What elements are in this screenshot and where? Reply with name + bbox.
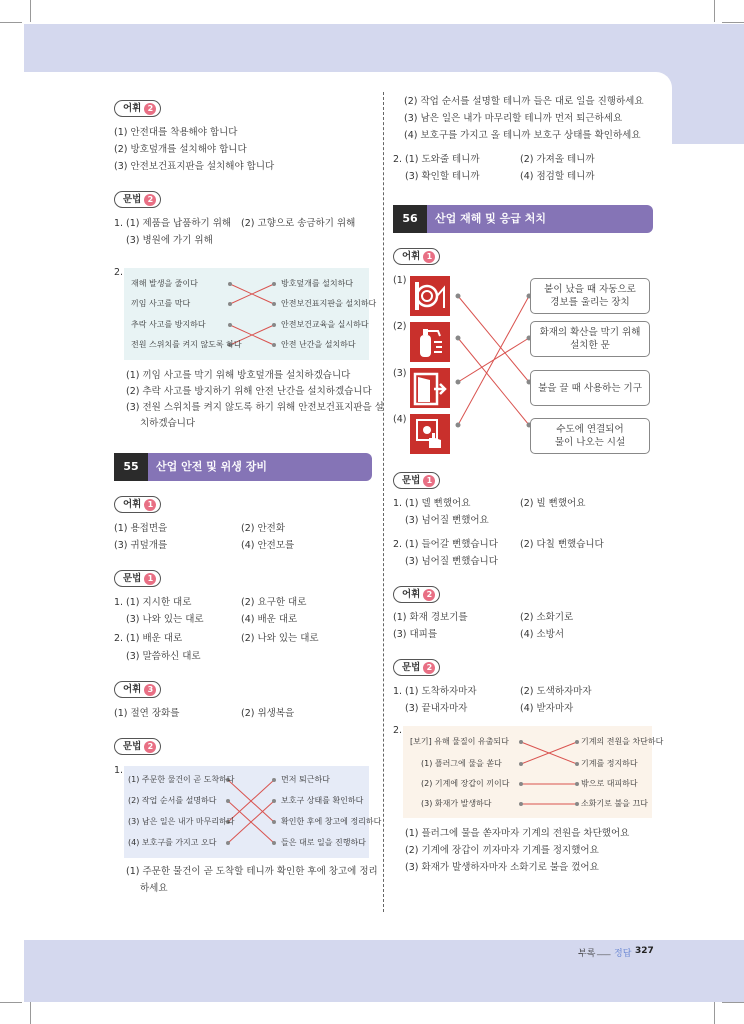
matching-box — [124, 766, 382, 858]
answer-item: (3) 말씀하신 대로 — [126, 651, 201, 662]
answer-line: (3) 전원 스위치를 켜지 않도록 하기 위해 안전보건표지판을 설 — [126, 402, 384, 413]
matching-box — [403, 726, 664, 818]
question-number: 2. — [393, 154, 403, 165]
question-number: 1. — [114, 218, 124, 229]
sign-label: (4) — [393, 414, 407, 425]
sign-label: (3) — [393, 368, 407, 379]
answer-item: (4) 배운 대로 — [241, 614, 298, 625]
question-number: 2. — [114, 267, 124, 278]
answer-line: (2) 작업 순서를 설명할 테니까 들은 대로 일을 진행하세요 — [404, 96, 644, 107]
match-right-item: 확인한 후에 창고에 정리하다 — [281, 817, 382, 826]
match-right-item: 먼저 퇴근하다 — [281, 775, 330, 784]
answer-line: (2) 기계에 장갑이 끼자마자 기계를 정지했어요 — [405, 845, 599, 856]
answer-item: (2) 빌 뻔했어요 — [520, 498, 586, 509]
vocab-tag: 어휘 3 — [114, 681, 161, 698]
answer-item: (1) 도착하자마자 — [405, 686, 477, 697]
definition-box: 수도에 연결되어 물이 나오는 시설 — [530, 418, 650, 454]
match-left-item: 전원 스위치를 켜지 않도록 하다 — [131, 340, 242, 349]
match-left-item: (3) 남은 일은 내가 마무리하다 — [128, 817, 235, 826]
answer-item: (2) 도색하자마자 — [520, 686, 592, 697]
definition-box: 화재의 확산을 막기 위해 설치한 문 — [530, 321, 650, 357]
answer-item: (2) 안전화 — [241, 523, 286, 534]
answer-line: (3) 안전보건표지판을 설치해야 합니다 — [114, 161, 275, 172]
match-left-item: (2) 작업 순서를 설명하다 — [128, 796, 217, 805]
column-divider — [383, 92, 384, 912]
matching-box — [124, 268, 377, 360]
match-left-item: 추락 사고를 방지하다 — [131, 320, 206, 329]
grammar-tag: 문법 1 — [114, 570, 161, 587]
crop-mark — [714, 1002, 715, 1024]
answer-item: (3) 대피를 — [393, 629, 438, 640]
vocab-tag: 어휘 1 — [393, 248, 440, 265]
section-number: 55 — [114, 453, 148, 481]
answer-line: (1) 안전대를 착용해야 합니다 — [114, 127, 238, 138]
vocab-tag: 어휘 2 — [114, 100, 161, 117]
footer-label: 정답 — [614, 949, 632, 959]
question-number: 2. — [393, 539, 403, 550]
answer-line: (3) 남은 일은 내가 마무리할 테니까 먼저 퇴근하세요 — [404, 113, 623, 124]
question-number: 1. — [114, 765, 124, 776]
crop-mark — [714, 0, 715, 22]
grammar-tag: 문법 2 — [114, 738, 161, 755]
answer-item: (1) 화재 경보기를 — [393, 612, 468, 623]
answer-item: (1) 배운 대로 — [126, 633, 183, 644]
question-number: 2. — [393, 725, 403, 736]
answer-item: (1) 용접면을 — [114, 523, 168, 534]
section-title: 산업 재해 및 응급 처치 — [435, 212, 546, 225]
fire-alarm-button-icon — [410, 414, 450, 454]
answer-item: (3) 귀덮개를 — [114, 540, 168, 551]
crop-mark — [0, 1002, 22, 1003]
match-left-item: (1) 플러그에 물을 쏟다 — [421, 759, 502, 768]
question-number: 1. — [393, 498, 403, 509]
vocab-tag: 어휘 2 — [393, 586, 440, 603]
match-right-item: 소화기로 불을 끄다 — [581, 799, 648, 808]
match-left-item: (1) 주문한 물건이 곧 도착하다 — [128, 775, 235, 784]
footer-prefix: 부록 — [578, 949, 596, 959]
match-left-item: 재해 발생을 줄이다 — [131, 279, 198, 288]
answer-item: (1) 도와줄 테니까 — [405, 154, 480, 165]
definition-box: 붙이 났을 때 자동으로 경보를 울리는 장치 — [530, 278, 650, 314]
answer-item: (2) 다칠 뻔했습니다 — [520, 539, 604, 550]
answer-item: (3) 확인할 테니까 — [405, 171, 480, 182]
match-right-item: 들은 대로 일을 진행하다 — [281, 838, 366, 847]
crop-mark — [30, 0, 31, 22]
fire-hose-reel-icon — [410, 276, 450, 316]
match-right-item: 보호구 상태를 확인하다 — [281, 796, 364, 805]
crop-mark — [30, 1002, 31, 1024]
answer-item: (4) 받자마자 — [520, 703, 574, 714]
match-right-item: 밖으로 대피하다 — [581, 779, 638, 788]
crop-mark — [0, 22, 22, 23]
match-right-item: 안전보건교육을 실시하다 — [281, 320, 369, 329]
page-number: 327 — [635, 946, 654, 956]
answer-item: (1) 델 뻔했어요 — [405, 498, 471, 509]
match-right-item: 안전 난간을 설치하다 — [281, 340, 356, 349]
answer-item: (2) 요구한 대로 — [241, 597, 307, 608]
answer-line: (1) 주문한 물건이 곧 도착할 테니까 확인한 후에 창고에 정리 — [126, 866, 378, 877]
footer-blank: ___ — [597, 946, 611, 956]
grammar-tag: 문법 1 — [393, 472, 440, 489]
answer-item: (3) 넘어질 뻔했습니다 — [405, 556, 498, 567]
sign-label: (1) — [393, 275, 407, 286]
answer-line: (1) 끼임 사고를 막기 위해 방호덮개를 설치하겠습니다 — [126, 370, 351, 381]
match-right-item: 기계의 전원을 차단하다 — [581, 737, 664, 746]
section-header-55 — [114, 453, 372, 481]
match-left-item: (2) 기계에 장갑이 끼이다 — [421, 779, 510, 788]
section-number: 56 — [393, 205, 427, 233]
grammar-tag: 문법 2 — [393, 659, 440, 676]
answer-item: (1) 제품을 납품하기 위해 — [126, 218, 232, 229]
answer-line: (1) 플러그에 물을 쏟자마자 기계의 전원을 차단했어요 — [405, 828, 630, 839]
sign-label: (2) — [393, 321, 407, 332]
answer-line: (2) 방호덮개를 설치해야 합니다 — [114, 144, 247, 155]
match-right-item: 안전보건표지판을 설치하다 — [281, 299, 377, 308]
match-left-item: [보기] 유해 물질이 유출되다 — [410, 737, 509, 746]
answer-item: (3) 나와 있는 대로 — [126, 614, 204, 625]
fire-extinguisher-icon — [410, 322, 450, 362]
answer-line: (2) 추락 사고를 방지하기 위해 안전 난간을 설치하겠습니다 — [126, 386, 372, 397]
answer-item: (1) 절연 장화를 — [114, 708, 180, 719]
answer-line: 치하겠습니다 — [140, 418, 196, 429]
question-number: 1. — [114, 597, 124, 608]
grammar-tag: 문법 2 — [114, 191, 161, 208]
answer-item: (4) 소방서 — [520, 629, 565, 640]
answer-item: (4) 점검할 테니까 — [520, 171, 595, 182]
answer-item: (3) 끝내자마자 — [405, 703, 468, 714]
match-right-item: 방호덮개를 설치하다 — [281, 279, 354, 288]
section-header-56 — [393, 205, 653, 233]
vocab-tag: 어휘 1 — [114, 496, 161, 513]
question-number: 2. — [114, 633, 124, 644]
answer-item: (3) 병원에 가기 위해 — [126, 235, 213, 246]
question-number: 1. — [393, 686, 403, 697]
answer-line: 하세요 — [140, 883, 168, 894]
answer-item: (4) 안전모를 — [241, 540, 295, 551]
answer-line: (4) 보호구를 가지고 올 테니까 보호구 상태를 확인하세요 — [404, 130, 641, 141]
section-title: 산업 안전 및 위생 장비 — [156, 460, 267, 473]
fire-exit-door-icon — [410, 368, 450, 408]
answer-item: (2) 나와 있는 대로 — [241, 633, 319, 644]
match-left-item: (4) 보호구를 가지고 오다 — [128, 838, 217, 847]
crop-mark — [722, 22, 744, 23]
definition-box: 불을 끌 때 사용하는 기구 — [530, 370, 650, 406]
answer-item: (2) 가져올 테니까 — [520, 154, 595, 165]
answer-item: (2) 고향으로 송금하기 위해 — [241, 218, 356, 229]
match-left-item: 끼임 사고를 막다 — [131, 299, 191, 308]
match-left-item: (3) 화재가 발생하다 — [421, 799, 492, 808]
answer-item: (1) 지시한 대로 — [126, 597, 192, 608]
answer-item: (3) 넘어질 뻔했어요 — [405, 515, 489, 526]
match-right-item: 기계를 정지하다 — [581, 759, 638, 768]
answer-item: (2) 위생복을 — [241, 708, 295, 719]
crop-mark — [722, 1002, 744, 1003]
answer-line: (3) 화재가 발생하자마자 소화기로 불을 껐어요 — [405, 862, 599, 873]
answer-item: (1) 들어갈 뻔했습니다 — [405, 539, 498, 550]
answer-item: (2) 소화기로 — [520, 612, 574, 623]
